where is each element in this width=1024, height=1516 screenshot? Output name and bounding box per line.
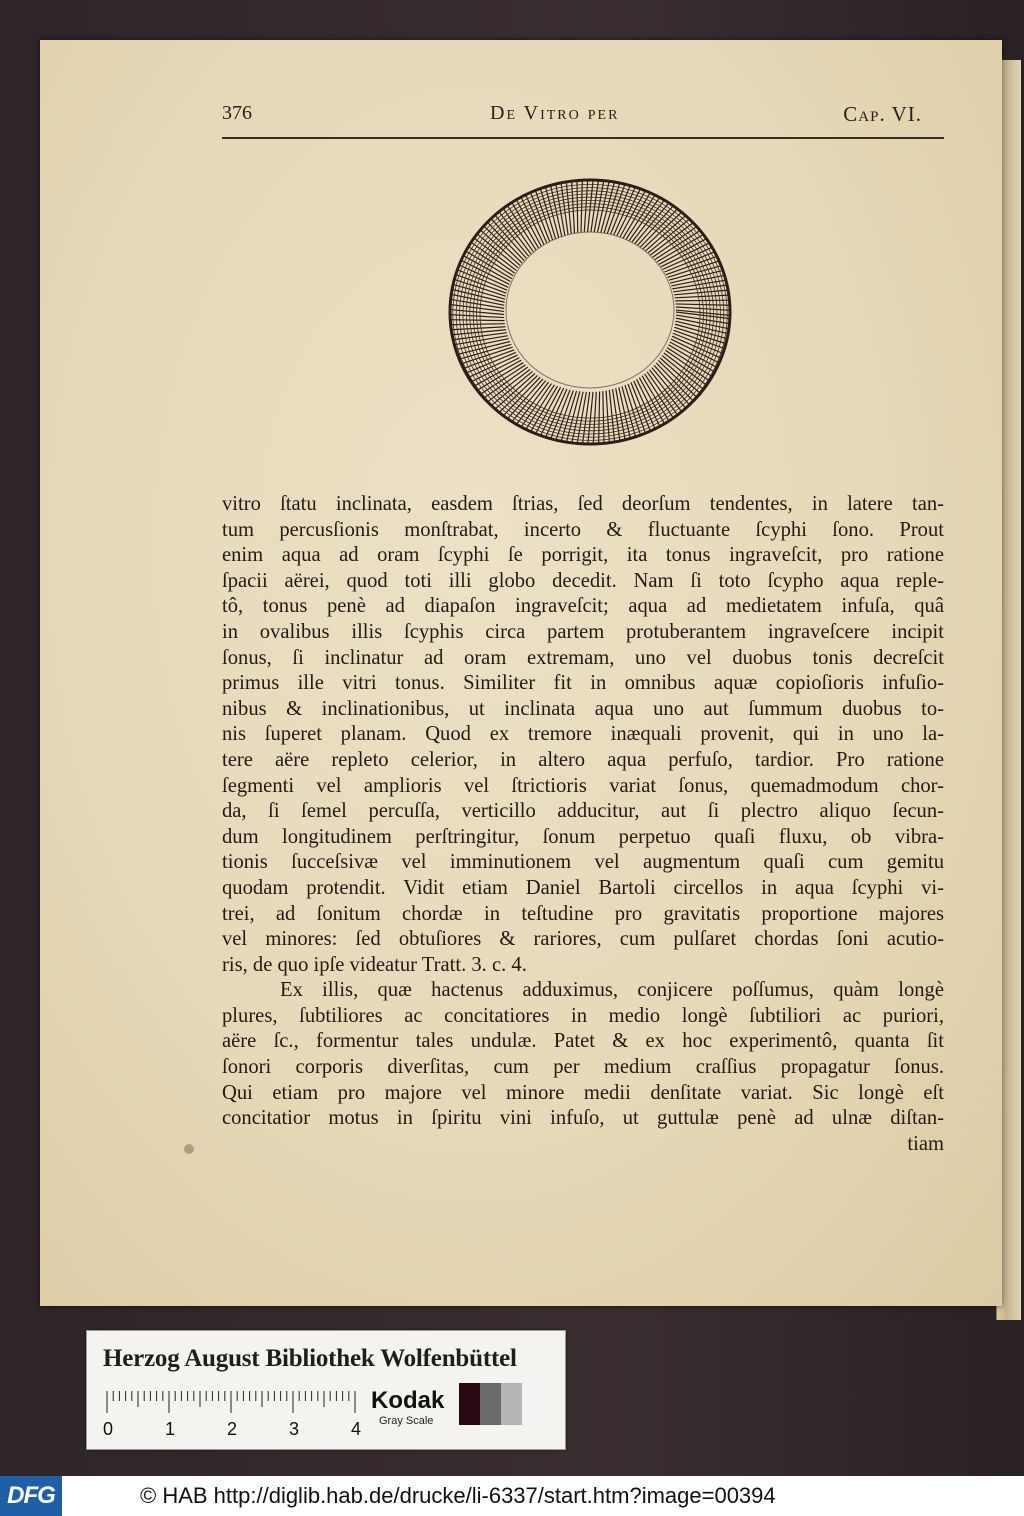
text-line: Qui etiam pro majore vel minore medii denſitate variat. Sic longè eſt [222, 1081, 944, 1104]
ruler-scale [103, 1389, 362, 1439]
header-rule [222, 137, 944, 139]
text-line: tionis ſucceſsivæ vel imminutionem vel augmentum quaſi cum gemitu [222, 851, 944, 874]
text-line: quodam protendit. Vidit etiam Daniel Bartoli circellos in aqua ſcyphi vi- [222, 876, 944, 899]
text-line: nis ſuperet planam. Quod ex tremore inæquali provenit, qui in uno la- [222, 723, 944, 746]
text-line: enim aqua ad oram ſcyphi ſe porrigit, ita tonus ingraveſcit, pro ratione [222, 544, 944, 567]
running-title: De Vitro per [490, 102, 620, 124]
ruler-number: 0 [103, 1419, 114, 1439]
text-line: ſpacii aërei, quod toti illi globo decedit. Nam ſi toto ſcypho aqua reple- [222, 569, 944, 592]
text-line: aëre ſc., formentur tales undulæ. Patet & ex hoc experimentô, quanta ſit [222, 1030, 944, 1053]
card-title: Herzog August Bibliothek Wolfenbüttel [103, 1345, 517, 1372]
body-text [222, 492, 944, 1157]
text-line: Ex illis, quæ hactenus adduximus, conjicere poſſumus, quàm longè [280, 979, 944, 1002]
chapter-label: Cap. VI. [843, 102, 922, 126]
kodak-gray-scale-label: Gray Scale [379, 1415, 434, 1427]
text-line: tum percusſionis monſtrabat, incerto & fluctuante ſcyphi ſono. Prout [222, 518, 944, 541]
ruler-number: 4 [351, 1419, 362, 1439]
text-line: primus ille vitri tonus. Similiter fit in omnibus aquæ copioſioris infuſio- [222, 672, 944, 695]
text-line: plures, ſubtiliores ac concitatiores in medio longè ſubtiliori ac puriori, [222, 1004, 944, 1027]
copyright-link[interactable]: © HAB http://diglib.hab.de/drucke/li-6337/start.htm?image=00394 [140, 1483, 776, 1508]
text-line: da, ſi ſemel percuſſa, verticillo adducitur, aut ſi plectro aliquo ſecun- [222, 800, 944, 823]
gray-swatch [501, 1383, 522, 1425]
kodak-brand: Kodak [371, 1387, 445, 1414]
ruler-number: 3 [289, 1419, 300, 1439]
page-number: 376 [222, 102, 252, 124]
dfg-logo: DFG [0, 1476, 62, 1516]
ink-spot [184, 1144, 194, 1154]
text-line: ſonus, ſi inclinatur ad oram extremam, uno vel duobus tonis decreſcit [222, 646, 944, 669]
footer-bar [0, 1476, 1024, 1516]
gray-swatch [522, 1383, 543, 1425]
ring-engraving-icon [440, 172, 740, 462]
text-line: ſonori corporis diverſitas, cum per medium craſſius propagatur ſonus. [222, 1056, 944, 1079]
ruler-number: 2 [227, 1419, 238, 1439]
text-line: tô, tonus penè ad diapaſon ingraveſcit; aqua ad medietatem infuſa, quâ [222, 595, 944, 618]
color-calibration-card [86, 1330, 566, 1450]
text-line: dum longitudinem perſtringitur, ſonum perpetuo quaſi fluxu, ob vibra- [222, 825, 944, 848]
text-line: nibus & inclinationibus, ut inclinata aqua uno aut ſummum duobus to- [222, 697, 944, 720]
text-line: ſegmenti vel amplioris vel ſtrictioris variat ſonus, quemadmodum chor- [222, 774, 944, 797]
running-head [222, 98, 944, 132]
text-line: concitatior motus in ſpiritu vini infuſo, ut guttulæ penè ad ulnæ diſtan- [222, 1107, 944, 1130]
text-line: in ovalibus illis ſcyphis circa partem protuberantem ingraveſcere incipit [222, 620, 944, 643]
text-line: tere aëre repleto celerior, in altero aqua perfuſo, tardior. Pro ratione [222, 748, 944, 771]
catchword: tiam [907, 1132, 944, 1155]
text-line: vel minores: ſed obtuſiores & rariores, cum pulſaret chordas ſoni acutio- [222, 928, 944, 951]
gray-scale-swatches [459, 1383, 543, 1425]
ruler-number: 1 [165, 1419, 176, 1439]
text-line: ris, de quo ipſe videatur Tratt. 3. c. 4. [222, 953, 527, 976]
text-line: trei, ad ſonitum chordæ in teſtudine pro gravitatis proportione majores [222, 902, 944, 925]
text-line: vitro ſtatu inclinata, easdem ſtrias, ſed deorſum tendentes, in latere tan- [222, 493, 944, 515]
gray-swatch [480, 1383, 501, 1425]
gray-swatch [459, 1383, 480, 1425]
